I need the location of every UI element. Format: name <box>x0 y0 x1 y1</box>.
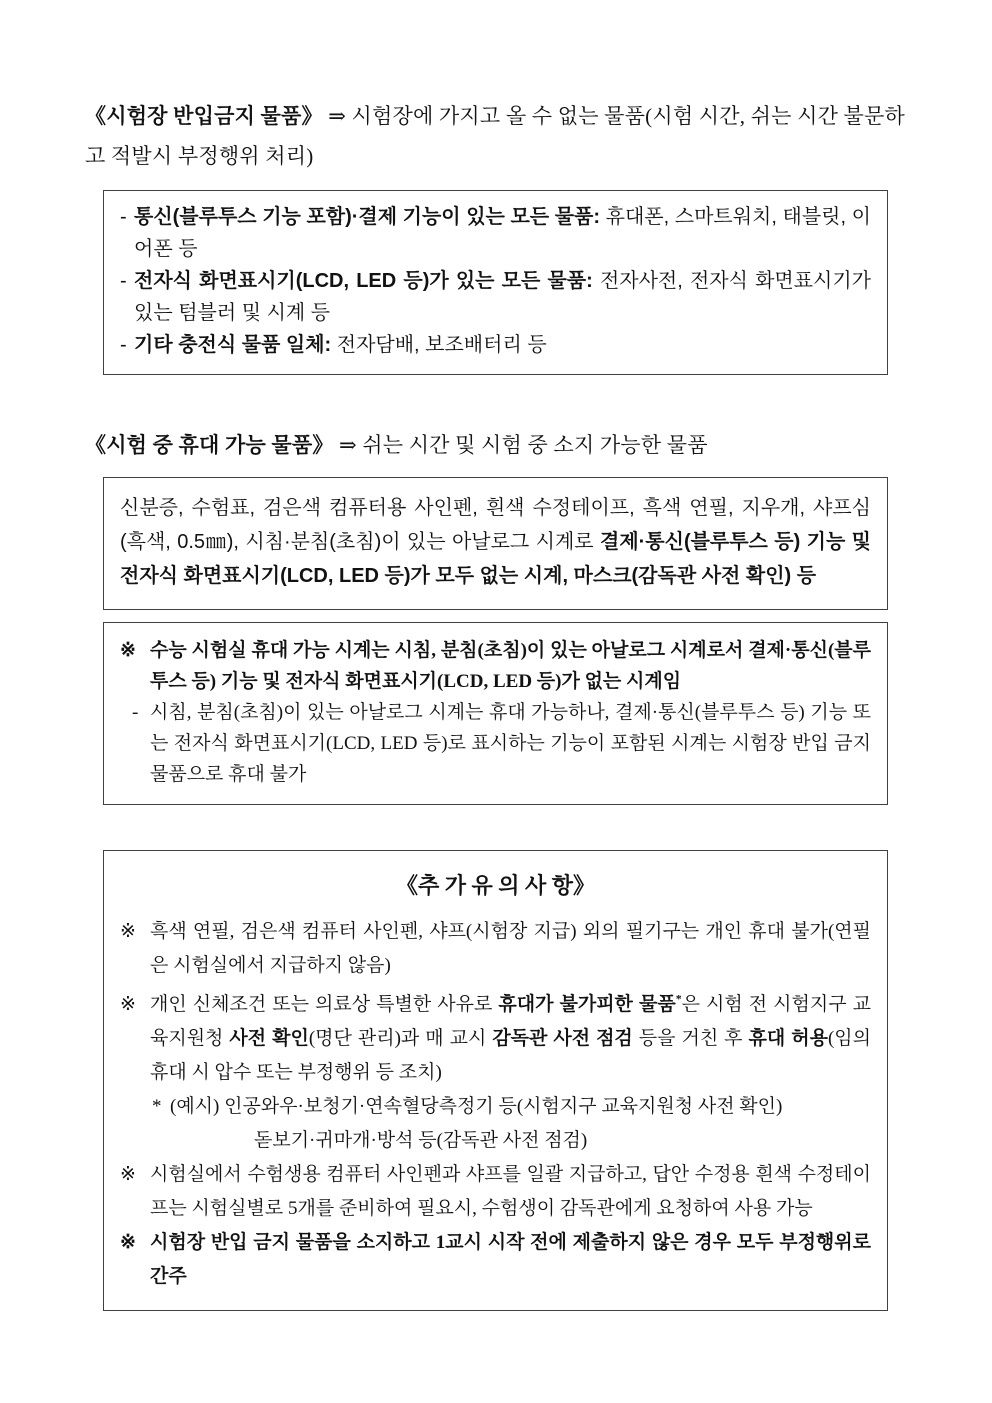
heading-prohibited-items <box>85 96 905 176</box>
item-text <box>150 994 871 1083</box>
watch-note-sub <box>132 697 871 790</box>
item-text <box>150 1232 871 1287</box>
dash-marker: - <box>120 334 127 356</box>
text-run: 시험장 반입 금지 물품을 소지하고 1교시 시작 전에 제출하지 않은 경우 모두 부정행위로 간주 <box>150 1232 871 1288</box>
text-run: 흑색 연필, 검은색 컴퓨터 사인펜, 샤프(시험장 지급) 외의 필기구는 개인 휴대 불가(연필은 시험실에서 지급하지 않음) <box>150 921 871 976</box>
text-run: 돋보기·귀마개·방석 등(감독관 사전 점검) <box>254 1130 588 1152</box>
text-run: (명단 관리)과 매 교시 <box>308 1028 493 1050</box>
text-run: 수능 시험실 휴대 가능 시계는 시침, 분침(초침)이 있는 아날로그 시계로서 결제·통신(블루투스 등) 기능 및 전자식 화면표시기(LCD, LED 등)가 없는 시계임 <box>150 640 871 692</box>
text-run: 개인 신체조건 또는 의료상 특별한 사유로 <box>150 994 499 1016</box>
prohibited-item-display <box>120 265 871 329</box>
text-run: ⇒ 쉬는 시간 및 시험 중 소지 가능한 물품 <box>333 433 708 457</box>
item-text <box>170 1096 782 1117</box>
item-text <box>150 1164 871 1219</box>
prohibited-item-communication <box>120 201 871 265</box>
item-text <box>150 921 871 976</box>
text-run: 전자사전, 전자식 화면표시기가 있는 텀블러 및 시계 등 <box>134 270 872 324</box>
reference-marker: ※ <box>120 1232 136 1254</box>
text-run: ⇒ 시험장에 가지고 올 수 없는 물품(시험 시간, 쉬는 시간 불문하고 적발시 부정행위 처리) <box>85 104 905 168</box>
text-run: 기타 충전식 물품 일체: <box>134 334 332 356</box>
dash-marker: - <box>120 206 127 228</box>
dash-marker: - <box>120 270 127 292</box>
dash-marker: - <box>132 702 139 723</box>
notice-misconduct <box>120 1226 871 1294</box>
text-run: * <box>675 993 682 1006</box>
item-text <box>150 702 871 785</box>
watch-note-box <box>103 622 888 805</box>
text-run: 신분증, 수험표, 검은색 컴퓨터용 사인펜, 흰색 수정테이프, 흑색 연필, 지우개, 샤프심(흑색, 0.5㎜), 시침·분침(초침)이 있는 아날로그 시계로 <box>120 497 871 553</box>
text-run: 사전 확인 <box>229 1028 309 1050</box>
item-text <box>134 334 547 356</box>
asterisk-marker: * <box>152 1096 162 1118</box>
notice-writing-tools <box>120 915 871 983</box>
reference-marker: ※ <box>120 1164 136 1186</box>
text-run: 결제·통신(블루투스 등) 기능 및 전자식 화면표시기(LCD, LED 등)가 모두 없는 시계, 마스크(감독관 사전 확인) 등 <box>120 531 871 587</box>
text-run: 전자식 화면표시기(LCD, LED 등)가 있는 모든 물품: <box>134 270 593 292</box>
item-text <box>134 206 871 260</box>
prohibited-item-rechargeable <box>120 329 871 361</box>
notice-unavoidable-items <box>120 983 871 1090</box>
text-run: (예시) 인공와우·보청기·연속혈당측정기 등(시험지구 교육지원청 사전 확인) <box>170 1096 783 1118</box>
text-run: 휴대가 불가피한 물품 <box>498 994 676 1016</box>
allowed-items-text <box>120 491 871 593</box>
text-run: 시험실에서 수험생용 컴퓨터 사인펜과 샤프를 일괄 지급하고, 답안 수정용 흰색 수정테이프는 시험실별로 5개를 준비하여 필요시, 수험생이 감독관에게 요청하여 사용 가능 <box>150 1164 871 1220</box>
reference-marker: ※ <box>120 994 136 1016</box>
allowed-items-box <box>103 477 888 610</box>
text-run: 휴대폰, 스마트워치, 태블릿, 이어폰 등 <box>134 206 871 260</box>
additional-notices-box <box>103 850 888 1311</box>
notice-examples-continued <box>254 1124 871 1158</box>
reference-marker: ※ <box>120 921 136 942</box>
item-text <box>134 270 871 324</box>
prohibited-items-box <box>103 190 888 375</box>
watch-note-main <box>120 635 871 697</box>
text-run: 《시험 중 휴대 가능 물품》 <box>85 433 334 457</box>
text-run: 은 시험 전 시험지구 교육지원청 <box>150 994 871 1050</box>
text-run: 등을 거친 후 <box>632 1028 749 1050</box>
notice-examples <box>152 1090 871 1124</box>
item-text <box>150 640 871 692</box>
item-text <box>254 1130 587 1151</box>
text-run: 시침, 분침(초침)이 있는 아날로그 시계는 휴대 가능하나, 결제·통신(블루투스 등) 기능 또는 전자식 화면표시기(LCD, LED 등)로 표시하는 기능이 포함된 시계는 시험장 반입 금지 물품으로 휴대 불가 <box>150 702 871 785</box>
text-run: (임의 휴대 시 압수 또는 부정행위 등 조치) <box>150 1028 871 1084</box>
reference-marker: ※ <box>120 640 136 661</box>
notice-supplied-items <box>120 1158 871 1226</box>
text-run: 《시험장 반입금지 물품》 <box>85 104 323 128</box>
text-run: 통신(블루투스 기능 포함)·결제 기능이 있는 모든 물품: <box>134 206 601 228</box>
additional-notices-title: 《추 가 유 의 사 항》 <box>395 873 595 898</box>
text-run: 전자담배, 보조배터리 등 <box>331 334 547 356</box>
heading-allowed-items <box>85 425 905 465</box>
text-run: 감독관 사전 점검 <box>492 1028 633 1050</box>
text-run: 휴대 허용 <box>748 1028 828 1050</box>
